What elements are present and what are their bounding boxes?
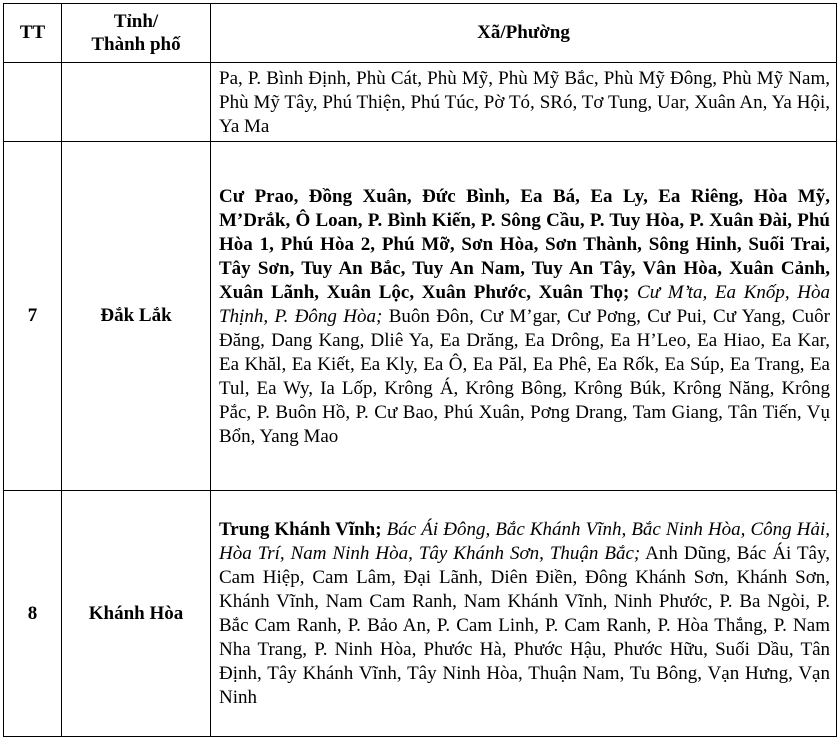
commune-list [211, 491, 837, 737]
row-number: 7 [4, 142, 62, 491]
header-communes: Xã/Phường [211, 4, 837, 63]
commune-list [211, 63, 837, 142]
table-row [4, 491, 837, 737]
header-tt: TT [4, 4, 62, 63]
table-row [4, 142, 837, 491]
header-province [62, 4, 211, 63]
commune-list-regular: Anh Dũng, Bác Ái Tây, Cam Hiệp, Cam Lâm, Đại Lãnh, Diên Điền, Đông Khánh Sơn, Khánh Sơn, Khánh Vĩnh, Nam Cam Ranh, Nam Khánh Vĩnh, Ninh Phước, P. Ba Ngòi, P. Bắc Cam Ranh, P. Bảo An, P. Cam Linh, P. Cam Ranh, P. Hòa Thắng, P. Nam Nha Trang, P. Ninh Hòa, Phước Hà, Phước Hậu, Phước Hữu, Suối Dầu, Tân Định, Tây Khánh Vĩnh, Tây Ninh Hòa, Thuận Nam, Tu Bông, Vạn Hưng, Vạn Ninh [219, 543, 831, 708]
province-name: Khánh Hòa [62, 491, 211, 737]
province-name: Đắk Lắk [62, 142, 211, 491]
commune-list-italic: Cư M’ta, Ea Knốp, Hòa Thịnh, P. Đông Hòa; [219, 281, 830, 327]
header-province-line1: Tỉnh/ [113, 11, 159, 32]
row-number [4, 63, 62, 142]
commune-list-regular: Pa, P. Bình Định, Phù Cát, Phù Mỹ, Phù Mỹ Bắc, Phù Mỹ Đông, Phù Mỹ Nam, Phù Mỹ Tây, Phú Thiện, Phú Túc, Pờ Tó, SRó, Tơ Tung, Uar, Xuân An, Ya Hội, Ya Ma [219, 67, 830, 137]
administrative-units-table [3, 3, 837, 737]
row-number: 8 [4, 491, 62, 737]
table-header-row [4, 4, 837, 63]
commune-list-bold: Trung Khánh Vĩnh; [219, 519, 382, 540]
header-province-line2: Thành phố [91, 34, 181, 55]
table-row [4, 63, 837, 142]
commune-list [211, 142, 837, 491]
commune-list-bold: Cư Prao, Đồng Xuân, Đức Bình, Ea Bá, Ea Ly, Ea Riêng, Hòa Mỹ, M’Drắk, Ô Loan, P. Bình Kiến, P. Sông Cầu, P. Tuy Hòa, P. Xuân Đài, Phú Hòa 1, Phú Hòa 2, Phú Mỡ, Sơn Hòa, Sơn Thành, Sông Hinh, Suối Trai, Tây Sơn, Tuy An Bắc, Tuy An Nam, Tuy An Tây, Vân Hòa, Xuân Cảnh, Xuân Lãnh, Xuân Lộc, Xuân Phước, Xuân Thọ; [219, 185, 830, 303]
commune-list-regular: Buôn Đôn, Cư M’gar, Cư Pơng, Cư Pui, Cư Yang, Cuôr Đăng, Dang Kang, Dliê Ya, Ea Drăng, Ea Drông, Ea H’Leo, Ea Hiao, Ea Kar, Ea Khăl, Ea Kiết, Ea Kly, Ea Ô, Ea Păl, Ea Phê, Ea Rốk, Ea Súp, Ea Trang, Ea Tul, Ea Wy, Ia Lốp, Krông Á, Krông Bông, Krông Búk, Krông Năng, Krông Pắc, P. Buôn Hồ, P. Cư Bao, Phú Xuân, Pơng Drang, Tam Giang, Tân Tiến, Vụ Bổn, Yang Mao [219, 305, 830, 447]
province-name [62, 63, 211, 142]
commune-list-italic: Bác Ái Đông, Bắc Khánh Vĩnh, Bắc Ninh Hòa, Công Hải, Hòa Trí, Nam Ninh Hòa, Tây Khánh Sơn, Thuận Bắc; [219, 519, 830, 564]
